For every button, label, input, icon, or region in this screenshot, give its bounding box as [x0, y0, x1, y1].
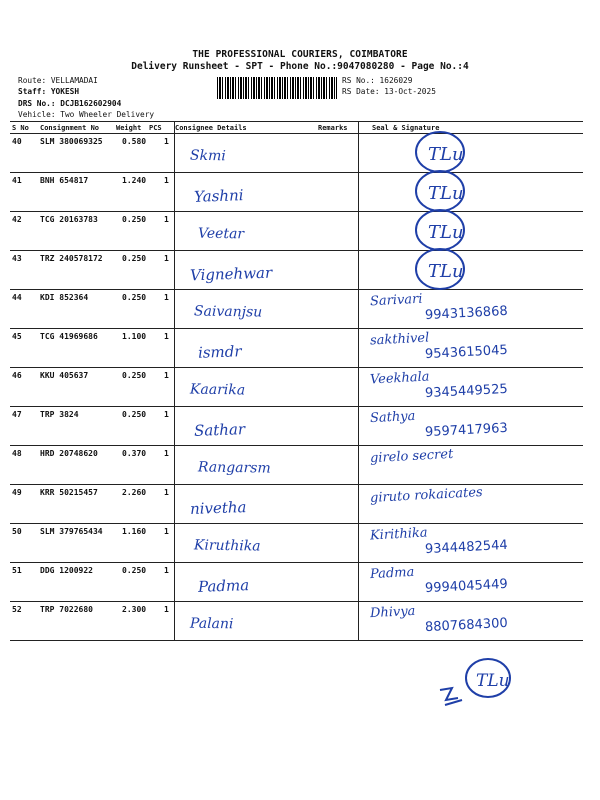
- vehicle-label: Vehicle: Two Wheeler Delivery: [18, 110, 155, 119]
- row-signature-name: Sathya: [369, 408, 416, 427]
- stamp-signature-icon: [416, 249, 464, 289]
- row-weight: 0.250: [122, 254, 147, 263]
- row-rule: [10, 601, 583, 602]
- row-phone: 9543615045: [424, 342, 509, 363]
- row-sno: 52: [12, 605, 22, 614]
- row-pcs: 1: [164, 332, 169, 341]
- row-rule: [10, 484, 583, 485]
- row-rule: [10, 328, 583, 329]
- row-pcs: 1: [164, 410, 169, 419]
- row-consignee-name: Sathar: [193, 420, 246, 440]
- row-sno: 51: [12, 566, 22, 575]
- drs-number: DRS No.: DCJB162602904: [18, 99, 122, 108]
- row-sno: 42: [12, 215, 22, 224]
- col-seal-signature: Seal & Signature: [372, 124, 440, 132]
- svg-text:TLu: TLu: [428, 144, 464, 165]
- col-sno: S No: [12, 124, 29, 132]
- table-header-rule: [10, 133, 583, 134]
- row-sno: 43: [12, 254, 22, 263]
- row-signature-name: Dhivya: [369, 603, 416, 622]
- row-consignee-name: Rangarsm: [197, 459, 271, 477]
- svg-text:TLu: TLu: [428, 222, 464, 243]
- svg-text:TLu: TLu: [428, 261, 464, 282]
- row-sno: 49: [12, 488, 22, 497]
- row-consignee-name: Veetar: [197, 225, 245, 243]
- row-consignment: KKU 405637: [40, 371, 89, 380]
- row-consignment: KDI 852364: [40, 293, 89, 302]
- row-consignment: BNH 654817: [40, 176, 89, 185]
- col-remarks: Remarks: [318, 124, 348, 132]
- stamp-signature-icon: [416, 132, 464, 172]
- rs-number: RS No.: 1626029: [342, 76, 413, 85]
- row-weight: 1.100: [122, 332, 147, 341]
- row-phone: 9994045449: [424, 576, 509, 597]
- row-consignee-name: Kaarika: [189, 381, 246, 399]
- col-pcs: PCS: [149, 124, 162, 132]
- row-consignment: TCG 41969686: [40, 332, 98, 341]
- row-consignment: TRP 3824: [40, 410, 79, 419]
- row-consignee-name: Skmi: [189, 147, 226, 165]
- row-weight: 0.250: [122, 410, 147, 419]
- row-consignee-name: Vignehwar: [189, 263, 273, 285]
- row-pcs: 1: [164, 449, 169, 458]
- row-phone: 9344482544: [424, 537, 509, 558]
- row-weight: 0.250: [122, 371, 147, 380]
- row-rule: [10, 640, 583, 641]
- row-phone: 9943136868: [424, 303, 509, 324]
- row-consignment: KRR 50215457: [40, 488, 98, 497]
- row-signature-name: girelo secret: [369, 446, 454, 467]
- route-label: Route: VELLAMADAI: [18, 76, 98, 85]
- row-rule: [10, 211, 583, 212]
- row-rule: [10, 445, 583, 446]
- row-pcs: 1: [164, 605, 169, 614]
- row-consignment: SLM 379765434: [40, 527, 103, 536]
- row-weight: 0.250: [122, 566, 147, 575]
- stamp-signature-icon: [416, 210, 464, 250]
- row-sno: 50: [12, 527, 22, 536]
- row-consignment: TRP 7022680: [40, 605, 93, 614]
- row-pcs: 1: [164, 293, 169, 302]
- final-signature-icon: [440, 659, 510, 705]
- row-rule: [10, 367, 583, 368]
- row-weight: 2.300: [122, 605, 147, 614]
- col-consignment: Consignment No: [40, 124, 100, 132]
- row-rule: [10, 562, 583, 563]
- row-consignment: HRD 20748620: [40, 449, 98, 458]
- row-pcs: 1: [164, 137, 169, 146]
- row-sno: 48: [12, 449, 22, 458]
- row-consignment: SLM 380069325: [40, 137, 103, 146]
- row-signature-name: Sarivari: [369, 291, 423, 310]
- row-rule: [10, 406, 583, 407]
- row-sno: 45: [12, 332, 22, 341]
- col-weight: Weight: [116, 124, 142, 132]
- svg-text:TLu: TLu: [428, 183, 464, 204]
- row-signature-name: Veekhala: [369, 369, 430, 388]
- row-sno: 47: [12, 410, 22, 419]
- row-pcs: 1: [164, 176, 169, 185]
- row-signature-name: giruto rokaicates: [369, 485, 484, 506]
- staff-label: Staff: YOKESH: [18, 87, 80, 96]
- row-pcs: 1: [164, 566, 169, 575]
- row-phone: 9597417963: [424, 420, 509, 441]
- row-weight: 1.240: [122, 176, 147, 185]
- row-phone: 8807684300: [424, 615, 509, 636]
- barcode-icon: [217, 77, 337, 99]
- row-phone: 9345449525: [424, 381, 509, 402]
- row-pcs: 1: [164, 371, 169, 380]
- row-consignment: TRZ 240578172: [40, 254, 103, 263]
- row-weight: 0.250: [122, 215, 147, 224]
- row-consignment: TCG 20163783: [40, 215, 98, 224]
- row-consignment: DDG 1200922: [40, 566, 93, 575]
- row-sno: 46: [12, 371, 22, 380]
- row-sno: 44: [12, 293, 22, 302]
- row-consignee-name: ismdr: [197, 342, 242, 362]
- row-weight: 0.370: [122, 449, 147, 458]
- row-pcs: 1: [164, 215, 169, 224]
- row-consignee-name: Palani: [189, 615, 234, 633]
- row-weight: 2.260: [122, 488, 147, 497]
- row-weight: 1.160: [122, 527, 147, 536]
- runsheet-subtitle: Delivery Runsheet - SPT - Phone No.:9047080280 - Page No.:4: [131, 61, 469, 72]
- row-consignee-name: Kiruthika: [193, 537, 261, 555]
- row-sno: 40: [12, 137, 22, 146]
- row-rule: [10, 172, 583, 173]
- svg-text:TLu: TLu: [476, 671, 510, 691]
- row-weight: 0.580: [122, 137, 147, 146]
- row-consignee-name: Padma: [197, 576, 250, 596]
- row-consignee-name: nivetha: [189, 498, 247, 518]
- row-weight: 0.250: [122, 293, 147, 302]
- row-consignee-name: Yashni: [193, 186, 244, 206]
- col-consignee: Consignee Details: [175, 124, 247, 132]
- row-signature-name: Kirithika: [369, 525, 428, 544]
- row-pcs: 1: [164, 527, 169, 536]
- row-signature-name: Padma: [369, 564, 415, 583]
- row-rule: [10, 523, 583, 524]
- row-consignee-name: Saivanjsu: [193, 303, 263, 321]
- row-pcs: 1: [164, 488, 169, 497]
- rs-date: RS Date: 13-Oct-2025: [342, 87, 436, 96]
- row-pcs: 1: [164, 254, 169, 263]
- table-top-rule: [10, 121, 583, 122]
- row-rule: [10, 289, 583, 290]
- row-sno: 41: [12, 176, 22, 185]
- row-rule: [10, 250, 583, 251]
- row-signature-name: sakthivel: [369, 330, 430, 349]
- stamp-signature-icon: [416, 171, 464, 211]
- company-title: THE PROFESSIONAL COURIERS, COIMBATORE: [192, 49, 408, 60]
